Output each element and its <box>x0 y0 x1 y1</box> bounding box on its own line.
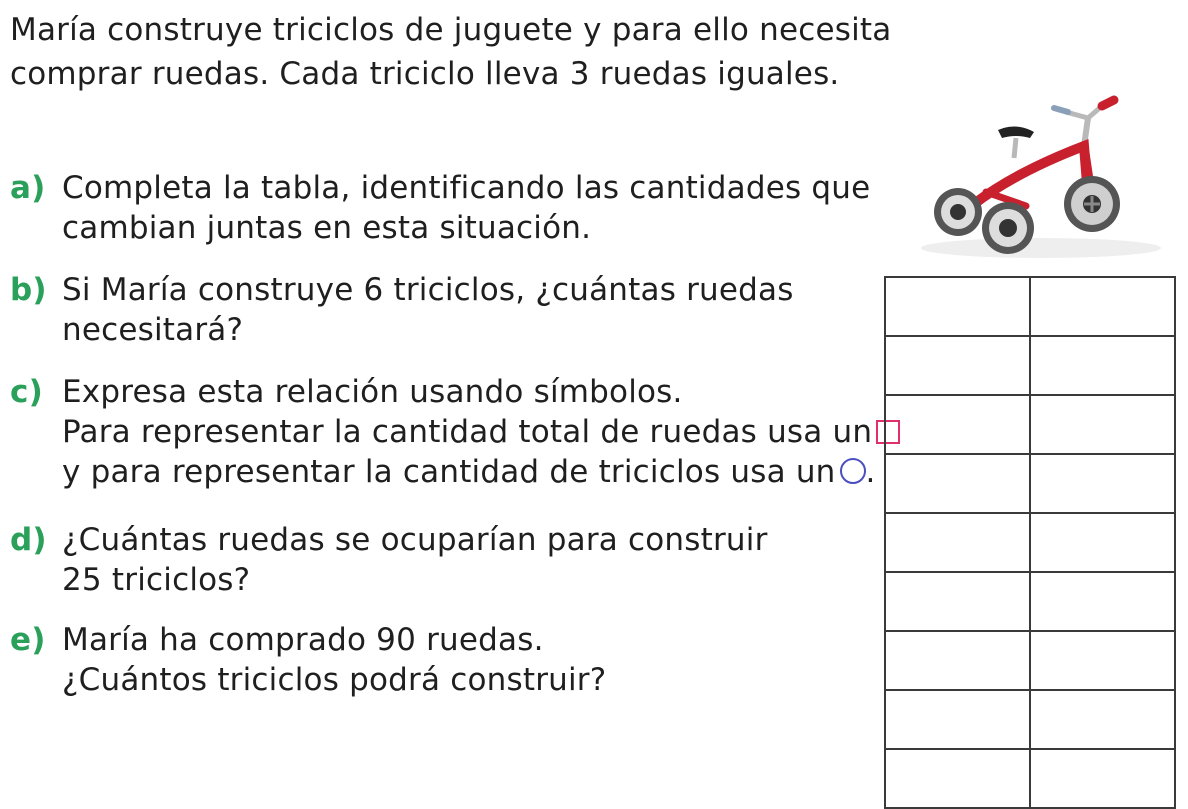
question-d <box>10 520 768 600</box>
table-cell[interactable] <box>1030 336 1175 395</box>
question-text: cambian juntas en esta situación. <box>62 210 592 246</box>
question-text: 25 triciclos? <box>62 562 251 598</box>
question-a <box>10 168 870 248</box>
table-cell[interactable] <box>885 631 1030 690</box>
question-text: Expresa esta relación usando símbolos. <box>62 374 683 410</box>
table-row <box>885 749 1175 808</box>
table-row <box>885 690 1175 749</box>
table-row <box>885 336 1175 395</box>
question-letter: e) <box>10 622 46 658</box>
question-letter: c) <box>10 374 43 410</box>
table-cell[interactable] <box>885 277 1030 336</box>
table-cell[interactable] <box>1030 749 1175 808</box>
table-cell[interactable] <box>1030 631 1175 690</box>
table-cell[interactable] <box>1030 572 1175 631</box>
question-text: Completa la tabla, identificando las cantidades que <box>62 170 871 206</box>
question-text: y para representar la cantidad de triciclos usa un <box>62 454 836 490</box>
question-letter: a) <box>10 170 46 206</box>
intro-line-1: María construye triciclos de juguete y para ello necesita <box>10 12 892 48</box>
table-cell[interactable] <box>885 749 1030 808</box>
tricycle-illustration <box>916 88 1166 260</box>
table-cell[interactable] <box>1030 454 1175 513</box>
question-letter: d) <box>10 522 47 558</box>
problem-statement <box>10 8 892 96</box>
table-cell[interactable] <box>885 513 1030 572</box>
table-cell[interactable] <box>1030 395 1175 454</box>
question-text: María ha comprado 90 ruedas. <box>62 622 544 658</box>
table-row <box>885 277 1175 336</box>
table-cell[interactable] <box>1030 690 1175 749</box>
table-cell[interactable] <box>885 454 1030 513</box>
table-row <box>885 572 1175 631</box>
table-row <box>885 395 1175 454</box>
question-e <box>10 620 606 700</box>
table-cell[interactable] <box>1030 277 1175 336</box>
question-text: ¿Cuántas ruedas se ocuparían para construir <box>62 522 768 558</box>
table-cell[interactable] <box>1030 513 1175 572</box>
intro-line-2: comprar ruedas. Cada triciclo lleva 3 ruedas iguales. <box>10 56 840 92</box>
table-cell[interactable] <box>885 690 1030 749</box>
question-b <box>10 270 794 350</box>
answer-table <box>884 276 1176 809</box>
table-cell[interactable] <box>885 395 1030 454</box>
question-letter: b) <box>10 272 47 308</box>
table-cell[interactable] <box>885 336 1030 395</box>
table-cell[interactable] <box>885 572 1030 631</box>
question-text: Para representar la cantidad total de ruedas usa un <box>62 414 873 450</box>
table-row <box>885 454 1175 513</box>
circle-symbol-icon <box>840 458 866 484</box>
table-row <box>885 631 1175 690</box>
question-text-square <box>62 412 900 452</box>
question-c <box>10 372 900 492</box>
period: . <box>865 454 876 490</box>
question-text: Si María construye 6 triciclos, ¿cuántas ruedas <box>62 272 794 308</box>
question-text: necesitará? <box>62 312 244 348</box>
question-text-circle <box>62 452 900 492</box>
table-row <box>885 513 1175 572</box>
question-text: ¿Cuántos triciclos podrá construir? <box>62 662 607 698</box>
